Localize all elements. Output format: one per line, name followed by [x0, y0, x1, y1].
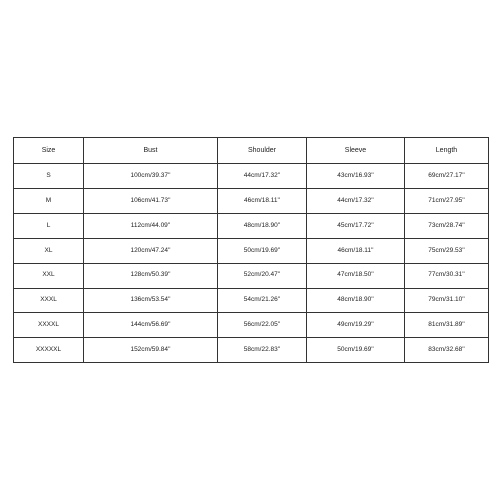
cell-length: 73cm/28.74'': [405, 214, 489, 239]
cell-bust: 152cm/59.84'': [84, 338, 218, 363]
table-row: [14, 189, 489, 214]
cell-sleeve: 46cm/18.11'': [307, 238, 405, 263]
cell-length: 79cm/31.10'': [405, 288, 489, 313]
cell-shoulder: 56cm/22.05'': [218, 313, 307, 338]
cell-bust: 128cm/50.39'': [84, 263, 218, 288]
cell-length: 81cm/31.89'': [405, 313, 489, 338]
cell-size: L: [14, 214, 84, 239]
cell-bust: 100cm/39.37'': [84, 164, 218, 189]
cell-shoulder: 54cm/21.26'': [218, 288, 307, 313]
table-row: [14, 288, 489, 313]
header-bust: Bust: [84, 138, 218, 164]
cell-sleeve: 43cm/16.93'': [307, 164, 405, 189]
cell-length: 71cm/27.95'': [405, 189, 489, 214]
table-row: [14, 238, 489, 263]
cell-size: XXXXXL: [14, 338, 84, 363]
cell-sleeve: 49cm/19.29'': [307, 313, 405, 338]
cell-sleeve: 44cm/17.32'': [307, 189, 405, 214]
cell-length: 69cm/27.17'': [405, 164, 489, 189]
cell-length: 77cm/30.31'': [405, 263, 489, 288]
cell-bust: 106cm/41.73'': [84, 189, 218, 214]
table-row: [14, 338, 489, 363]
cell-size: XXXL: [14, 288, 84, 313]
cell-bust: 136cm/53.54'': [84, 288, 218, 313]
table-header-row: [14, 138, 489, 164]
header-length: Length: [405, 138, 489, 164]
header-shoulder: Shoulder: [218, 138, 307, 164]
cell-shoulder: 44cm/17.32'': [218, 164, 307, 189]
cell-shoulder: 52cm/20.47'': [218, 263, 307, 288]
cell-size: XXL: [14, 263, 84, 288]
header-size: Size: [14, 138, 84, 164]
header-sleeve: Sleeve: [307, 138, 405, 164]
cell-shoulder: 58cm/22.83'': [218, 338, 307, 363]
cell-sleeve: 48cm/18.90'': [307, 288, 405, 313]
cell-shoulder: 46cm/18.11'': [218, 189, 307, 214]
cell-shoulder: 48cm/18.90'': [218, 214, 307, 239]
table-row: [14, 164, 489, 189]
table-row: [14, 214, 489, 239]
cell-size: S: [14, 164, 84, 189]
cell-length: 83cm/32.68'': [405, 338, 489, 363]
cell-shoulder: 50cm/19.69'': [218, 238, 307, 263]
cell-size: M: [14, 189, 84, 214]
cell-sleeve: 47cm/18.50'': [307, 263, 405, 288]
cell-length: 75cm/29.53'': [405, 238, 489, 263]
cell-bust: 144cm/56.69'': [84, 313, 218, 338]
size-chart-table: [13, 137, 489, 363]
table-row: [14, 263, 489, 288]
table-row: [14, 313, 489, 338]
cell-size: XXXXL: [14, 313, 84, 338]
cell-sleeve: 45cm/17.72'': [307, 214, 405, 239]
cell-sleeve: 50cm/19.69'': [307, 338, 405, 363]
cell-size: XL: [14, 238, 84, 263]
cell-bust: 120cm/47.24'': [84, 238, 218, 263]
cell-bust: 112cm/44.09'': [84, 214, 218, 239]
